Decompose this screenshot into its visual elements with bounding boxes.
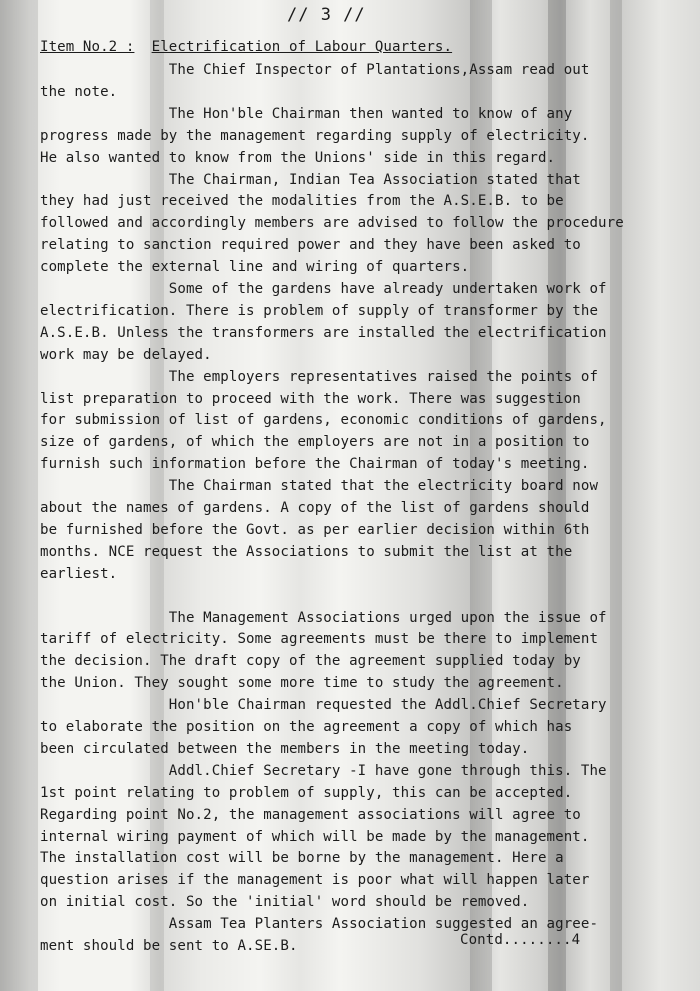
text-line: size of gardens, of which the employers are not in a position to [40,434,590,451]
text-line: The Chairman, Indian Tea Association stated that [40,171,581,188]
text-line: The Chairman stated that the electricity board now [40,478,599,495]
text-line: Addl.Chief Secretary -I have gone through this. The [40,762,607,779]
text-line: the note. [40,83,118,100]
text-line: been circulated between the members in the meeting today. [40,740,530,757]
text-line: A.S.E.B. Unless the transformers are installed the electrification [40,324,607,341]
text-line: relating to sanction required power and they have been asked to [40,237,581,254]
text-line: internal wiring payment of which will be made by the management. [40,828,590,845]
text-line: to elaborate the position on the agreement a copy of which has [40,719,573,735]
text-line: He also wanted to know from the Unions' side in this regard. [40,149,556,166]
text-line: on initial cost. So the 'initial' word should be removed. [40,894,530,911]
text-line: they had just received the modalities from the A.S.E.B. to be [40,193,564,210]
text-line: Hon'ble Chairman requested the Addl.Chief Secretary [40,697,607,714]
text-line: The installation cost will be borne by the management. Here a [40,850,564,867]
text-line: earliest. [40,565,118,582]
page-number: // 3 // [287,5,366,25]
scan-streak [610,0,622,991]
text-line: about the names of gardens. A copy of the list of gardens should [40,500,590,516]
text-line: progress made by the management regarding supply of electricity. [40,127,590,144]
text-line: months. NCE request the Associations to submit the list at the [40,543,573,560]
text-line: The Chief Inspector of Plantations,Assam read out [40,62,590,78]
text-line: Assam Tea Planters Association suggested an agree- [40,916,599,933]
text-line: be furnished before the Govt. as per earlier decision within 6th [40,521,590,538]
text-line: list preparation to proceed with the work. There was suggestion [40,390,581,407]
item-number: Item No.2 : [40,39,135,55]
item-heading [40,37,452,59]
text-line: followed and accordingly members are advised to follow the procedure [40,215,624,232]
text-line: the decision. The draft copy of the agreement supplied today by [40,653,581,670]
text-line: The employers representatives raised the points of [40,368,599,385]
text-line: ment should be sent to A.SE.B. [40,938,298,954]
text-line: The Hon'ble Chairman then wanted to know of any [40,105,573,122]
item-title: Electrification of Labour Quarters. [151,39,453,55]
continued-marker: Contd........4 [460,932,581,948]
text-line: furnish such information before the Chairman of today's meeting. [40,456,590,473]
text-line: question arises if the management is poor what will happen later [40,872,590,889]
scan-streak [0,0,38,991]
text-line: complete the external line and wiring of quarters. [40,259,470,276]
text-line: tariff of electricity. Some agreements must be there to implement [40,631,599,648]
text-line: for submission of list of gardens, economic conditions of gardens, [40,412,607,429]
text-line: the Union. They sought some more time to study the agreement. [40,675,564,692]
text-line: The Management Associations urged upon the issue of [40,609,607,626]
text-line: 1st point relating to problem of supply, this can be accepted. [40,784,573,801]
text-line: work may be delayed. [40,346,212,363]
text-line: electrification. There is problem of supply of transformer by the [40,302,599,319]
text-line: Regarding point No.2, the management associations will agree to [40,806,581,823]
text-line: Some of the gardens have already undertaken work of [40,281,607,297]
